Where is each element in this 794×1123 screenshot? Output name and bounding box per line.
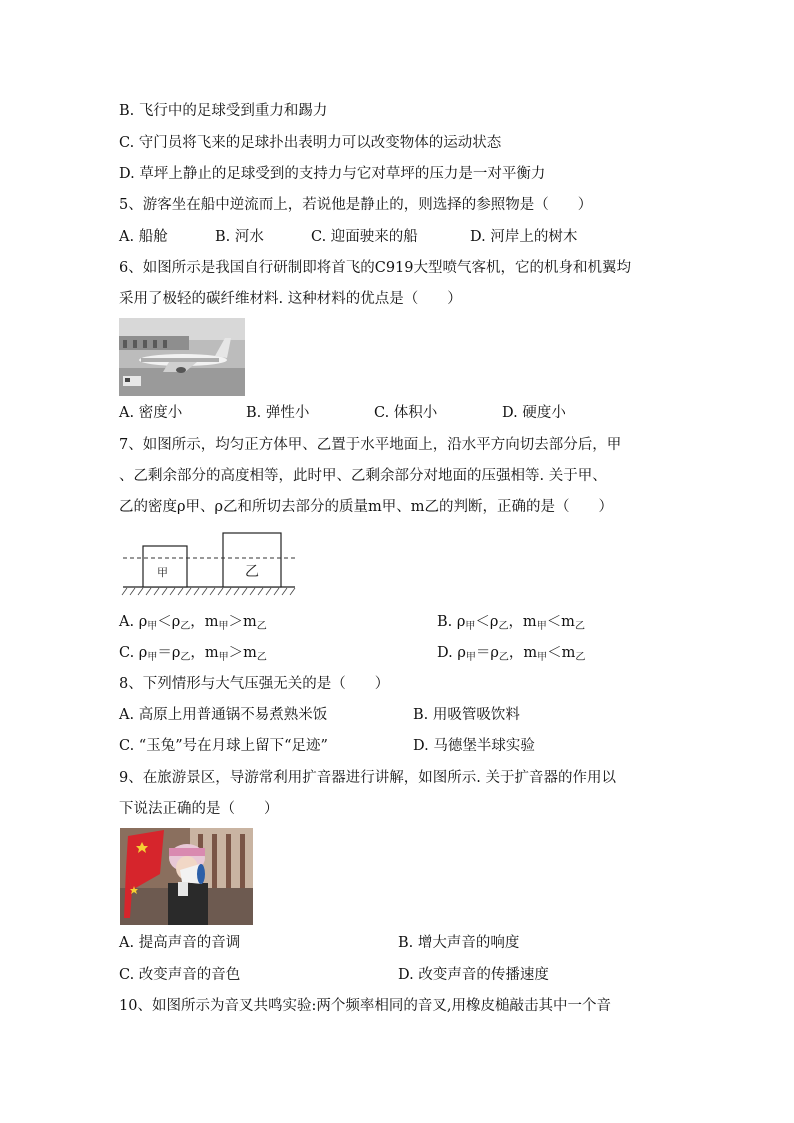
q9-option-d: D. 改变声音的传播速度: [398, 967, 549, 983]
q6-stem-line2: 采用了极轻的碳纤维材料. 这种材料的优点是（ ）: [119, 291, 462, 307]
tour-guide-image: [120, 828, 253, 925]
q8-option-b: B. 用吸管吸饮料: [413, 707, 520, 723]
q7-option-c: C. $\rho_甲=\rho_乙$，$m_甲>m_乙$: [119, 645, 267, 663]
q6-stem-line1: 6、如图所示是我国自行研制即将首飞的C919大型喷气客机，它的机身和机翼均: [119, 260, 631, 276]
q10-stem-line1: 10、如图所示为音叉共鸣实验:两个频率相同的音叉,用橡皮槌敲击其中一个音: [119, 998, 611, 1014]
q6-option-c: C. 体积小: [374, 405, 438, 421]
q7-cubes-figure: [119, 528, 299, 598]
tour-guide-megaphone-photo: [120, 828, 253, 925]
c919-airplane-photo: [119, 318, 245, 396]
q9-option-a: A. 提高声音的音调: [119, 935, 241, 951]
q5-option-b: B. 河水: [215, 229, 264, 245]
q8-option-c: C. “玉兔”号在月球上留下“足迹”: [119, 738, 328, 754]
q7-stem-line3: 乙的密度ρ甲、ρ乙和所切去部分的质量m甲、m乙的判断，正确的是（ ）: [119, 499, 614, 515]
q7-option-a: A. $\rho_甲<\rho_乙$，$m_甲>m_乙$: [119, 614, 267, 632]
q5-option-d: D. 河岸上的树木: [470, 229, 578, 245]
q6-option-d: D. 硬度小: [502, 405, 566, 421]
q8-stem: 8、下列情形与大气压强无关的是（ ）: [119, 676, 390, 692]
q7-option-b: B. $\rho_甲<\rho_乙$，$m_甲<m_乙$: [437, 614, 585, 632]
q7-option-d: D. $\rho_甲=\rho_乙$，$m_甲<m_乙$: [437, 645, 586, 663]
q6-option-b: B. 弹性小: [246, 405, 310, 421]
q5-option-c: C. 迎面驶来的船: [311, 229, 418, 245]
q5-stem: 5、游客坐在船中逆流而上，若说他是静止的，则选择的参照物是（ ）: [119, 197, 593, 213]
q9-stem-line2: 下说法正确的是（ ）: [119, 801, 279, 817]
q6-option-a: A. 密度小: [119, 405, 183, 421]
option-b-prev: B. 飞行中的足球受到重力和踢力: [119, 103, 328, 119]
q7-stem-line1: 7、如图所示，均匀正方体甲、乙置于水平地面上，沿水平方向切去部分后，甲: [119, 437, 622, 453]
option-c-prev: C. 守门员将飞来的足球扑出表明力可以改变物体的运动状态: [119, 135, 502, 151]
q7-stem-line2: 、乙剩余部分的高度相等，此时甲、乙剩余部分对地面的压强相等. 关于甲、: [119, 468, 607, 484]
q9-stem-line1: 9、在旅游景区，导游常利用扩音器进行讲解，如图所示. 关于扩音器的作用以: [119, 770, 616, 786]
q9-option-c: C. 改变声音的音色: [119, 967, 241, 983]
q9-option-b: B. 增大声音的响度: [398, 935, 520, 951]
cube-yi-label: 乙: [245, 564, 259, 580]
q8-option-a: A. 高原上用普通锅不易煮熟米饭: [119, 707, 328, 723]
cubes-diagram: [119, 528, 299, 598]
q5-option-a: A. 船舱: [119, 229, 168, 245]
option-d-prev: D. 草坪上静止的足球受到的支持力与它对草坪的压力是一对平衡力: [119, 166, 546, 182]
airplane-image: [119, 318, 245, 396]
q8-option-d: D. 马德堡半球实验: [413, 738, 535, 754]
cube-jia-label: 甲: [157, 566, 168, 579]
